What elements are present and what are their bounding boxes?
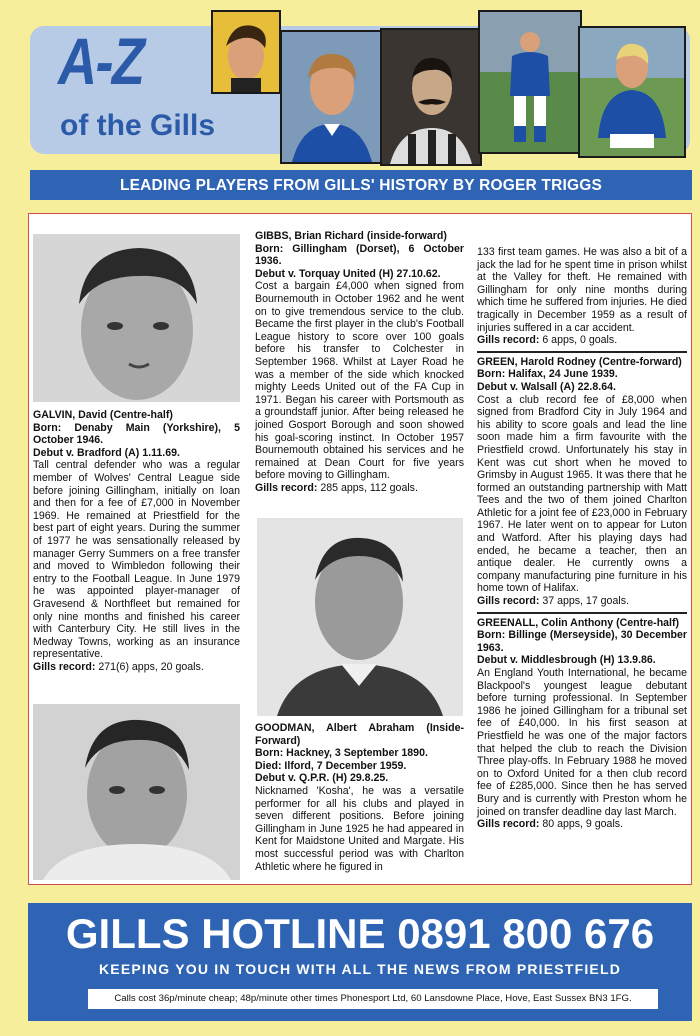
greenall-record: 80 apps, 9 goals.	[539, 818, 624, 831]
gibbs-record-label: Gills record:	[255, 481, 318, 494]
gibbs-debut: Debut v. Torquay United (H) 27.10.62.	[255, 267, 441, 280]
header-photo-3	[380, 28, 482, 166]
entry-green	[477, 356, 687, 608]
gibbs-born: Born: Gillingham (Dorset), 6 October 1936.	[255, 242, 464, 268]
gibbs-record: 285 apps, 112 goals.	[317, 481, 418, 494]
hotline-note: Calls cost 36p/minute cheap; 48p/minute other times Phonesport Ltd, 60 Lansdowne Place, Hove, East Sussex BN3 1FG.	[88, 989, 658, 1009]
header-photo-5	[578, 26, 686, 158]
greenall-debut: Debut v. Middlesbrough (H) 13.9.86.	[477, 654, 656, 667]
green-born: Born: Halifax, 24 June 1939.	[477, 368, 618, 381]
entry-gibbs	[255, 230, 464, 494]
galvin-name: GALVIN, David (Centre-half)	[33, 409, 173, 421]
galvin-debut: Debut v. Bradford (A) 1.11.69.	[33, 446, 180, 459]
page-subtitle: of the Gills	[60, 109, 216, 142]
hotline-title: GILLS HOTLINE 0891 800 676	[65, 910, 655, 957]
green-record: 37 apps, 17 goals.	[539, 595, 629, 608]
gibbs-bio: Cost a bargain £4,000 when signed from Bournemouth in October 1962 and he went on to give tremendous service to the club. Became the first player in the club's Football League history to score over 100 goals before his transfer to Colchester in September 1968. Whilst at Layer Road he was a member of the side which knocked mighty Leeds United out of the FA Cup in 1971. Began his career with Portsmouth as a groundstaff junior. After being released he joined Gosport Borough and soon showed his goal-scoring instinct. In October 1957 Bournemouth obtained his services and he remained at Dean Court for five years before moving to Gillingham.	[255, 280, 464, 482]
goodman-photo	[257, 518, 463, 716]
green-debut: Debut v. Walsall (A) 22.8.64.	[477, 380, 616, 393]
section-subheader: LEADING PLAYERS FROM GILLS' HISTORY BY ROGER TRIGGS	[30, 170, 692, 200]
entry-goodman	[255, 722, 464, 873]
galvin-bio: Tall central defender who was a regular member of Wolves' Central League side before joining Gillingham, initially on loan and then for a fee of £7,000 in November 1969. He remained at Priestfield for the best part of eight years. During the summer of 1977 he was sensationally released by manager Gerry Summers on a free transfer and moved to Wimbledon following their entry to the Football League. In June 1979 he was appointed player-manager of Gravesend & Northfleet but remained for only nine months and finished his career with Canterbury City. He still lives in the Medway Towns, working as an insurance representative.	[33, 459, 240, 661]
content-panel	[28, 213, 692, 885]
divider	[477, 612, 687, 614]
goodman-died: Died: Ilford, 7 December 1959.	[255, 759, 407, 772]
greenall-born: Born: Billinge (Merseyside), 30 December 1963.	[477, 629, 687, 654]
galvin-born: Born: Denaby Main (Yorkshire), 5 October 1946.	[33, 421, 240, 447]
goodman-bio: Nicknamed 'Kosha', he was a versatile performer for all his clubs and played in seven different positions. Before joining Gillingham in June 1925 he had appeared in Kent for Maidstone United and Margate. His most successful period was with Charlton Athletic where he figured in	[255, 784, 464, 873]
greenall-bio: An England Youth International, he became Blackpool's youngest league debutant before turning professional. In September 1986 he joined Gillingham for a tribunal set fee of £40,000. In his first season at Priestfield he was one of the major factors that helped the club to reach the Division Three play-offs. In February 1988 he moved on to Oxford United for a then club record fee of £285,000. Since then he has served Bury and is currently with Preston whom he joined on transfer deadline day last March.	[477, 667, 687, 818]
greenall-name: GREENALL, Colin Anthony (Centre-half)	[477, 616, 680, 629]
hotline-banner	[28, 903, 692, 1021]
goodman-name: GOODMAN, Albert Abraham (Inside-Forward)	[255, 722, 464, 747]
green-name: GREEN, Harold Rodney (Centre-forward)	[477, 355, 682, 368]
goodman-debut: Debut v. Q.P.R. (H) 29.8.25.	[255, 772, 389, 785]
goodman-born: Born: Hackney, 3 September 1890.	[255, 747, 428, 760]
galvin-record: 271(6) apps, 20 goals.	[95, 660, 204, 673]
entry-greenall	[477, 617, 687, 831]
entry-galvin	[33, 409, 240, 673]
green-bio: Cost a club record fee of £8,000 when signed from Bradford City in July 1964 and his ability to score goals and lead the line soon made him a firm favourite with the Priestfield crowd. Unfortunately his stay in Kent was cut short when he moved to Grimsby in August 1965. It was there that he formed an outstanding partnership with Matt Tees and the two of them joined Charlton Athletic for a joint fee of £23,000 in February 1967. He later went on to appear for Luton and Watford. After his playing days had ended, he became a teacher, then an antique dealer. He currently owns a company manufacturing pine furniture in his home town of Halifax.	[477, 393, 687, 595]
goodman-bio-cont: 133 first team games. He was also a bit of a jack the lad for he spent time in prison whilst at the Valley for theft. He remained with Gillingham for only nine months during which time he suffered from injuries. He died tragically in December 1959 as a result of injuries suffered in a car accident.	[477, 246, 687, 334]
header-photo-2	[280, 30, 384, 164]
photo-bottom-left	[33, 704, 240, 880]
greenall-record-label: Gills record:	[477, 818, 540, 831]
galvin-record-label: Gills record:	[33, 660, 96, 673]
header-photo-4	[478, 10, 582, 154]
header-photo-1	[211, 10, 281, 94]
hotline-subtitle: KEEPING YOU IN TOUCH WITH ALL THE NEWS FROM PRIESTFIELD	[98, 961, 622, 977]
green-record-label: Gills record:	[477, 595, 540, 608]
divider	[477, 351, 687, 353]
galvin-photo	[33, 234, 240, 402]
goodman-record: 6 apps, 0 goals.	[539, 334, 618, 347]
gibbs-name: GIBBS, Brian Richard (inside-forward)	[255, 230, 447, 242]
page-title: A-Z	[58, 24, 144, 98]
entry-goodman-continued	[477, 246, 687, 831]
goodman-record-label: Gills record:	[477, 334, 540, 347]
